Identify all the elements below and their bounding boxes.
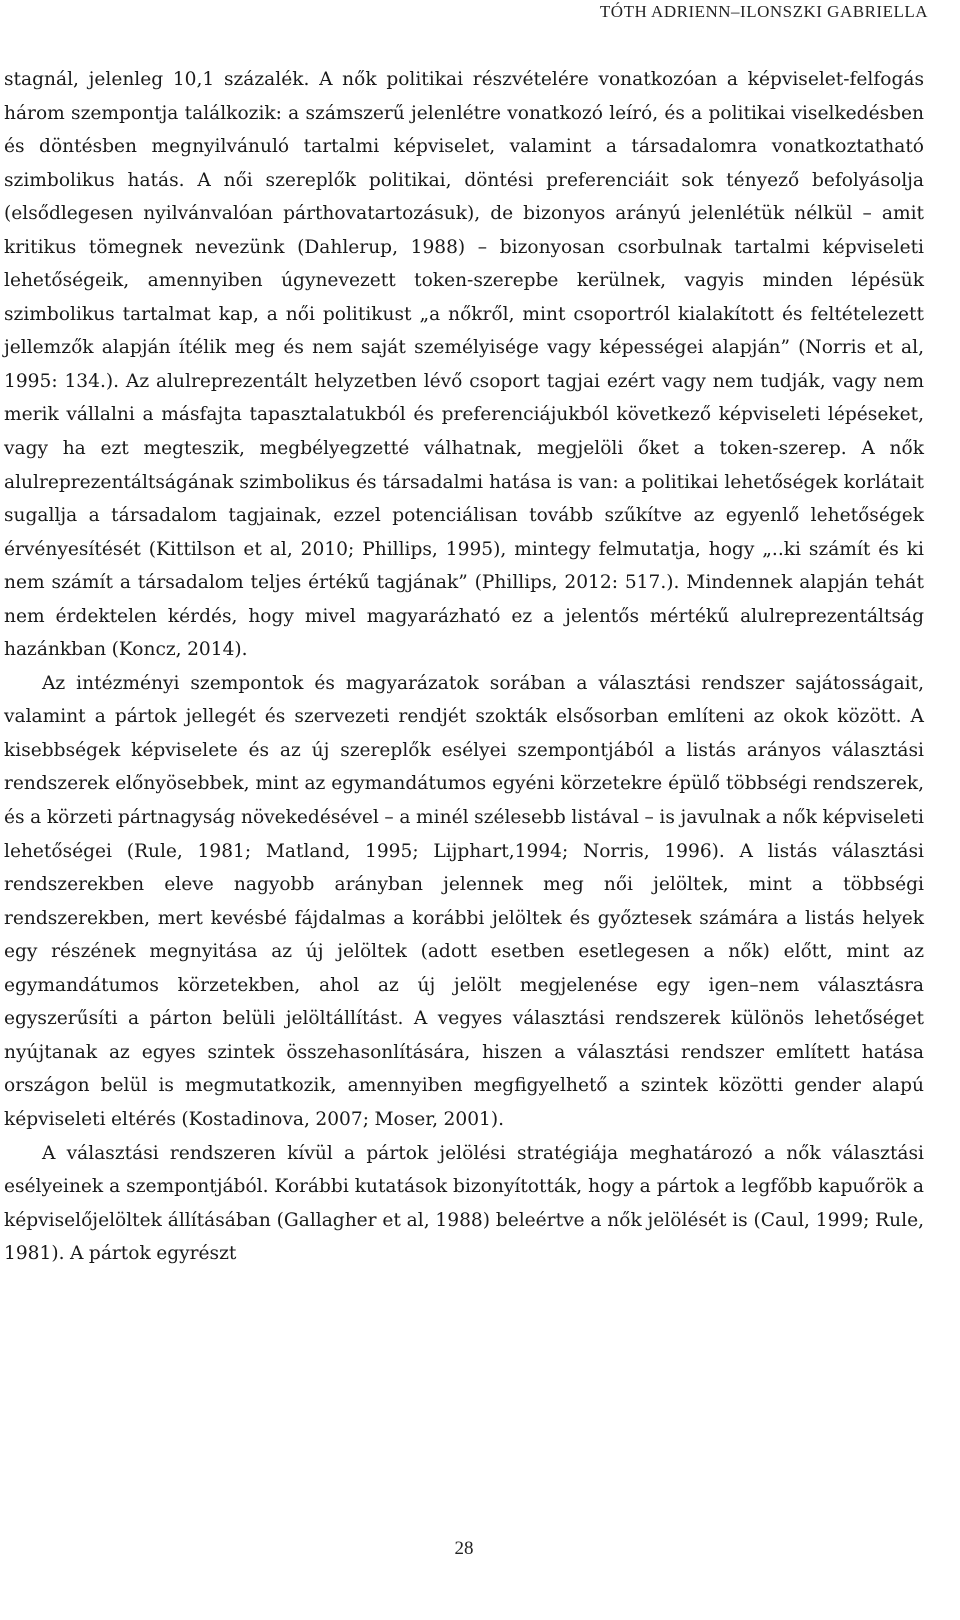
paragraph-1: stagnál, jelenleg 10,1 százalék. A nők politikai részvételére vonatkozóan a képviselet-felfogás három szempontja találkozik: a számszerű jelenlétre vonatkozó leíró, és a politikai viselkedésben és döntésben megnyilvánuló tartalmi képviselet, valamint a társadalomra vonatkoztatható szimbolikus hatás. A női szereplők politikai, döntési preferenciáit sok tényező befolyásolja (elsődlegesen nyilvánvalóan párthovatartozásuk), de bizonyos arányú jelenlétük nélkül – amit kritikus tömegnek nevezünk (Dahlerup, 1988) – bizonyosan csorbulnak tartalmi képviseleti lehetőségeik, amennyiben úgynevezett token-szerepbe kerülnek, vagyis minden lépésük szimbolikus tartalmat kap, a női politikust „a nőkről, mint csoportról kialakított és feltételezett jellemzők alapján ítélik meg és nem saját személyisége vagy képességei alapján” (Norris et al, 1995: 134.). Az alulreprezentált helyzetben lévő csoport tagjai ezért vagy nem tudják, vagy nem merik vállalni a másfajta tapasztalatukból és preferenciájukból következő képviseleti lépéseket, vagy ha ezt megteszik, megbélyegzetté válhatnak, megjelöli őket a token-szerep. A nők alulreprezentáltságának szimbolikus és társadalmi hatása is van: a politikai lehetőségek korlátait sugallja a társadalom tagjainak, ezzel potenciálisan tovább szűkítve az egyenlő lehetőségek érvényesítését (Kittilson et al, 2010; Phillips, 1995), mintegy felmutatja, hogy „..ki számít és ki nem számít a társadalom teljes értékű tagjának” (Phillips, 2012: 517.). Mindennek alapján tehát nem érdektelen kérdés, hogy mivel magyarázható ez a jelentős mértékű alulreprezentáltság hazánkban (Koncz, 2014). xyxy=(4,69,924,661)
paragraph-2: Az intézményi szempontok és magyarázatok sorában a választási rendszer sajátosságait, valamint a pártok jellegét és szervezeti rendjét szokták elsősorban említeni az okok között. A kisebbségek képviselete és az új szereplők esélyei szempontjából a listás arányos választási rendszerek előnyösebbek, mint az egymandátumos egyéni körzetekre épülő többségi rendszerek, és a körzeti pártnagyság növekedésével – a minél szélesebb listával – is javulnak a nők képviseleti lehetőségei (Rule, 1981; Matland, 1995; Lijphart,1994; Norris, 1996). A listás választási rendszerekben eleve nagyobb arányban jelennek meg női jelöltek, mint a többségi rendszerekben, mert kevésbé fájdalmas a korábbi jelöltek és győztesek számára a listás helyek egy részének megnyitása az új jelöltek (adott esetben esetlegesen a nők) előtt, mint az egymandátumos körzetekben, ahol az új jelölt megjelenése egy igen–nem választásra egyszerűsíti a párton belüli jelöltállítást. A vegyes választási rendszerek különös lehetőséget nyújtanak az egyes szintek összehasonlítására, hiszen a választási rendszer említett hatása országon belül is megmutatkozik, amennyiben megfigyelhető a szintek közötti gender alapú képviseleti eltérés (Kostadinova, 2007; Moser, 2001). xyxy=(4,672,924,1130)
running-header: TÓTH ADRIENN–ILONSZKI GABRIELLA xyxy=(599,2,928,21)
body-text xyxy=(4,63,924,1271)
page-number: 28 xyxy=(454,1538,474,1559)
paragraph-3: A választási rendszeren kívül a pártok jelölési stratégiája meghatározó a nők választási esélyeinek a szempontjából. Korábbi kutatások bizonyították, hogy a pártok a legfőbb kapuőrök a képviselőjelöltek állításában (Gallagher et al, 1988) beleértve a nők jelölését is (Caul, 1999; Rule, 1981). A pártok egyrészt xyxy=(4,1142,924,1265)
